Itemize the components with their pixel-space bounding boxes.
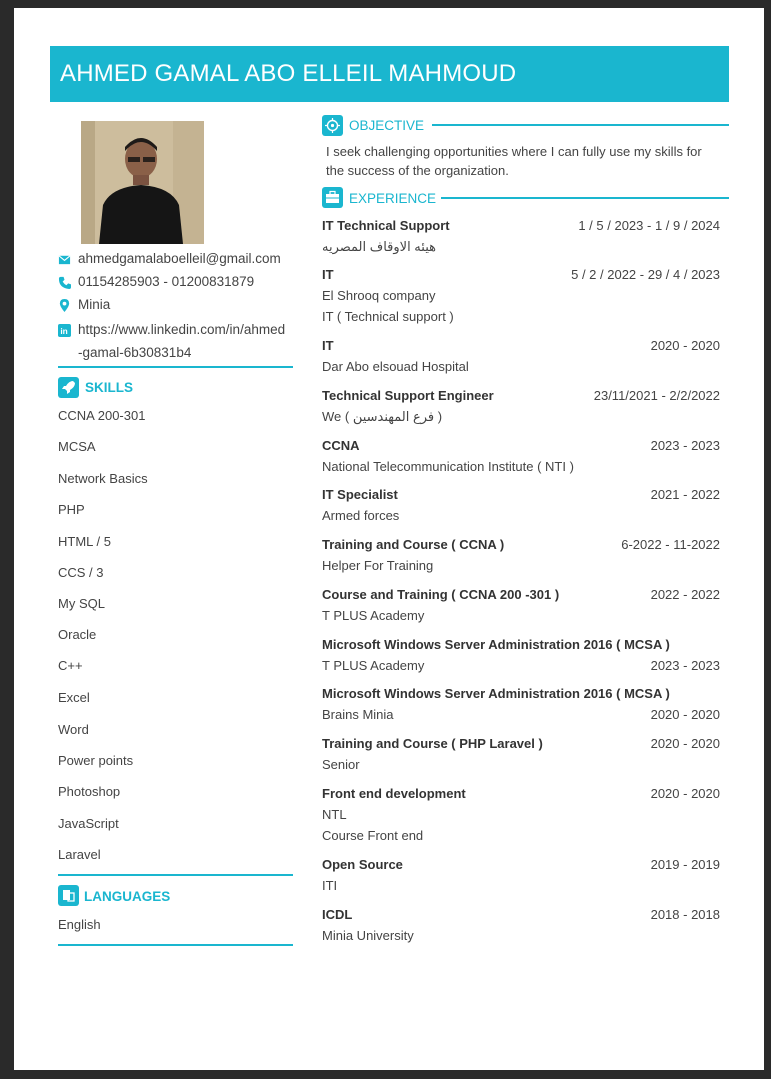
experience-date: 2022 - 2022 xyxy=(650,587,720,602)
experience-detail: T PLUS Academy xyxy=(322,658,425,673)
name-banner: AHMED GAMAL ABO ELLEIL MAHMOUD xyxy=(50,46,729,102)
experience-date: 23/11/2021 - 2/2/2022 xyxy=(593,388,720,403)
experience-detail: ITI xyxy=(322,878,338,893)
experience-date: 2020 - 2020 xyxy=(650,707,720,722)
experience-detail: National Telecommunication Institute ( NTI ) xyxy=(322,459,574,474)
experience-date: 2021 - 2022 xyxy=(650,487,720,502)
objective-text xyxy=(326,142,726,180)
skill-item: Word xyxy=(58,722,89,737)
experience-detail: We ( فرع المهندسين ) xyxy=(322,409,443,424)
experience-title: Microsoft Windows Server Administration 2016 ( MCSA ) xyxy=(322,637,670,652)
divider xyxy=(58,944,293,946)
language-item: English xyxy=(58,917,101,932)
linkedin-icon xyxy=(58,324,71,337)
experience-date: 6-2022 - 11-2022 xyxy=(621,537,720,552)
skill-item: MCSA xyxy=(58,439,96,454)
experience-date: 2023 - 2023 xyxy=(650,438,720,453)
experience-heading: EXPERIENCE xyxy=(349,191,437,206)
experience-detail: هيئه الاوقاف المصريه xyxy=(322,239,436,254)
divider xyxy=(441,197,729,199)
skill-item: My SQL xyxy=(58,596,105,611)
experience-date: 2020 - 2020 xyxy=(650,786,720,801)
experience-detail: Course Front end xyxy=(322,828,424,843)
skill-item: Oracle xyxy=(58,627,97,642)
experience-title: Open Source xyxy=(322,857,403,872)
experience-title: IT Specialist xyxy=(322,487,398,502)
experience-date: 5 / 2 / 2022 - 29 / 4 / 2023 xyxy=(571,267,720,282)
location-pin-icon xyxy=(58,299,71,312)
skill-item: HTML / 5 xyxy=(58,534,111,549)
experience-date: 2020 - 2020 xyxy=(650,736,720,751)
divider xyxy=(432,124,729,126)
profile-photo xyxy=(81,121,204,244)
briefcase-icon xyxy=(322,187,343,208)
divider xyxy=(58,366,293,368)
experience-title: Technical Support Engineer xyxy=(322,388,494,403)
skill-item: Network Basics xyxy=(58,471,148,486)
skill-item: Laravel xyxy=(58,847,101,862)
experience-date: 1 / 5 / 2023 - 1 / 9 / 2024 xyxy=(578,218,720,233)
resume-page xyxy=(14,8,764,1070)
contact-email-text: ahmedgamalaboelleil@gmail.com xyxy=(78,251,281,266)
skill-item: CCNA 200-301 xyxy=(58,408,146,423)
linkedin-url-line1: https://www.linkedin.com/in/ahmed xyxy=(78,322,286,337)
experience-detail: El Shrooq company xyxy=(322,288,436,303)
experience-detail: Helper For Training xyxy=(322,558,434,573)
experience-detail: Minia University xyxy=(322,928,414,943)
experience-title: IT Technical Support xyxy=(322,218,450,233)
experience-detail: Armed forces xyxy=(322,508,400,523)
skill-item: Photoshop xyxy=(58,784,121,799)
experience-title: Training and Course ( CCNA ) xyxy=(322,537,505,552)
experience-title: IT xyxy=(322,338,334,353)
experience-title: Microsoft Windows Server Administration 2016 ( MCSA ) xyxy=(322,686,670,701)
skill-item: CCS / 3 xyxy=(58,565,104,580)
divider xyxy=(58,874,293,876)
experience-detail: IT ( Technical support ) xyxy=(322,309,454,324)
experience-date: 2018 - 2018 xyxy=(650,907,720,922)
experience-date: 2020 - 2020 xyxy=(650,338,720,353)
skill-item: PHP xyxy=(58,502,85,517)
objective-heading: OBJECTIVE xyxy=(349,118,425,133)
experience-title: IT xyxy=(322,267,334,282)
skill-item: JavaScript xyxy=(58,816,119,831)
languages-icon xyxy=(58,885,79,906)
contact-location-text: Minia xyxy=(78,297,111,312)
target-icon xyxy=(322,115,343,136)
contact-phone-text: 01154285903 - 01200831879 xyxy=(78,274,255,289)
objective-line: the success of the organization. xyxy=(326,163,509,178)
rocket-icon xyxy=(58,377,79,398)
objective-line: I seek challenging opportunities where I can fully use my skills for xyxy=(326,144,702,159)
phone-icon xyxy=(58,276,71,289)
experience-detail: Brains Minia xyxy=(322,707,394,722)
skill-item: Excel xyxy=(58,690,90,705)
experience-detail: NTL xyxy=(322,807,347,822)
svg-text:in: in xyxy=(60,326,68,337)
experience-title: Course and Training ( CCNA 200 -301 ) xyxy=(322,587,560,602)
experience-detail: Dar Abo elsouad Hospital xyxy=(322,359,469,374)
experience-date: 2023 - 2023 xyxy=(650,658,720,673)
experience-detail: T PLUS Academy xyxy=(322,608,425,623)
linkedin-url-line2: -gamal-6b30831b4 xyxy=(78,345,192,360)
experience-title: Training and Course ( PHP Laravel ) xyxy=(322,736,543,751)
skill-item: Power points xyxy=(58,753,134,768)
skills-heading: SKILLS xyxy=(85,380,134,395)
experience-date: 2019 - 2019 xyxy=(650,857,720,872)
experience-detail: Senior xyxy=(322,757,360,772)
languages-heading: LANGUAGES xyxy=(84,889,171,904)
experience-title: ICDL xyxy=(322,907,353,922)
email-icon xyxy=(58,253,71,266)
experience-title: Front end development xyxy=(322,786,466,801)
skill-item: C++ xyxy=(58,658,83,673)
experience-title: CCNA xyxy=(322,438,360,453)
